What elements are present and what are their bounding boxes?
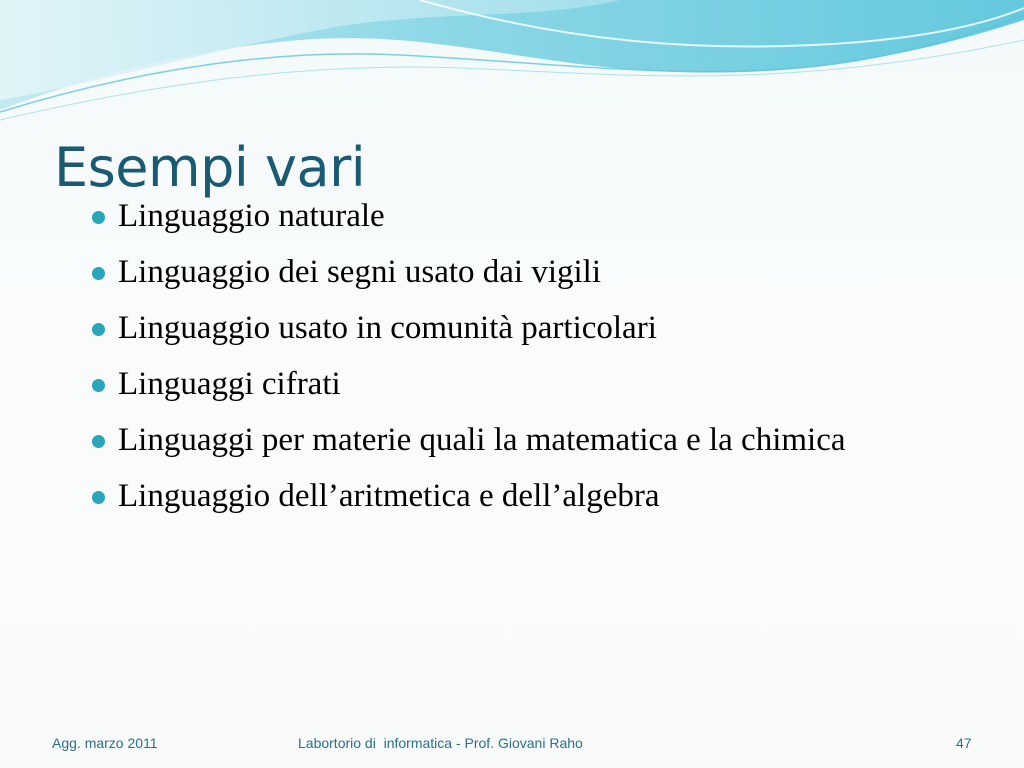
bullet-dot-icon	[92, 323, 105, 336]
footer-course: Labortorio di informatica - Prof. Giovani Raho	[298, 735, 583, 751]
bullet-dot-icon	[92, 491, 105, 504]
bullet-item	[90, 196, 940, 236]
bullet-text: Linguaggio usato in comunità particolari	[118, 310, 657, 346]
bullet-item	[90, 364, 940, 404]
bullet-item	[90, 252, 940, 292]
bullet-item	[90, 308, 940, 348]
bullet-text: Linguaggio dei segni usato dai vigili	[118, 254, 602, 290]
bullet-dot-icon	[92, 211, 105, 224]
bullet-text: Linguaggio dell’aritmetica e dell’algebra	[118, 478, 660, 514]
bullet-dot-icon	[92, 267, 105, 280]
bullet-item	[90, 420, 940, 460]
footer-date: Agg. marzo 2011	[52, 735, 158, 751]
header-wave-decoration	[0, 0, 1024, 130]
slide-title: Esempi vari	[54, 136, 366, 199]
bullet-text: Linguaggio naturale	[118, 198, 385, 234]
bullet-text: Linguaggi cifrati	[118, 366, 341, 402]
slide-number: 47	[956, 735, 972, 751]
bullet-dot-icon	[92, 379, 105, 392]
bullet-dot-icon	[92, 435, 105, 448]
bullet-item	[90, 476, 940, 516]
bullet-text: Linguaggi per materie quali la matematica e la chimica	[118, 422, 846, 458]
bullet-list	[90, 196, 940, 532]
